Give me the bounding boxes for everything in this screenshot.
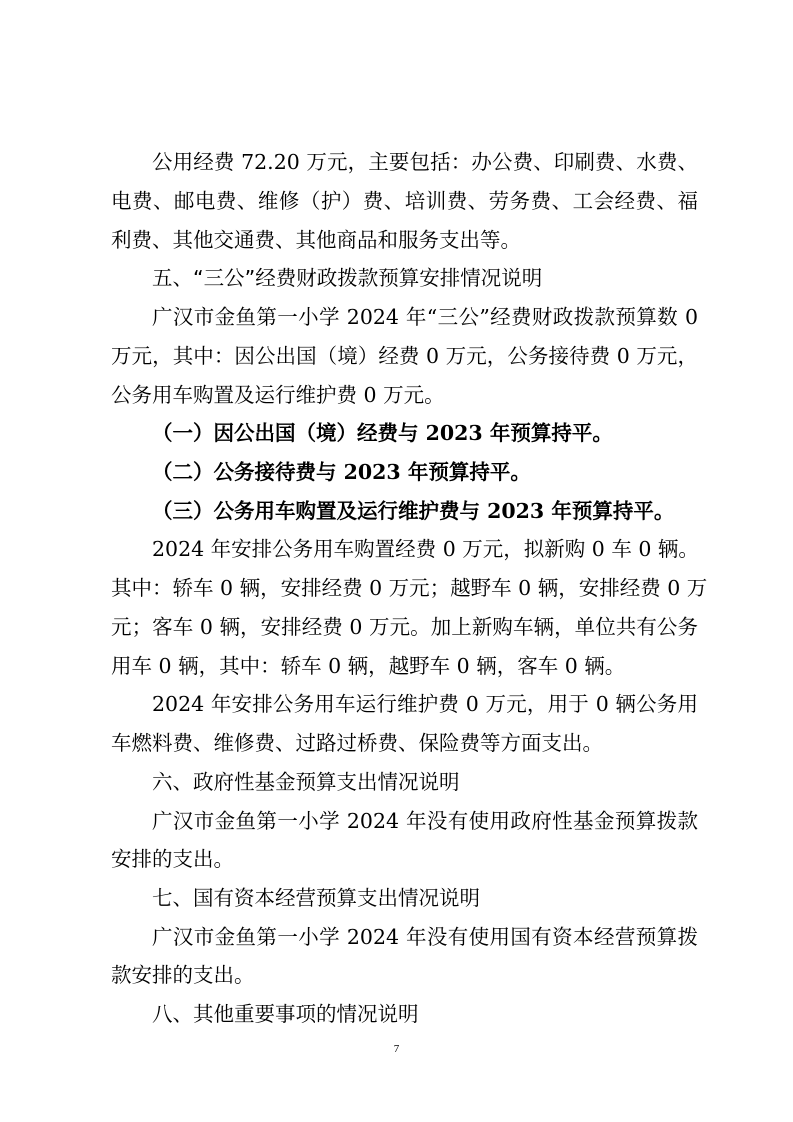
subsection-heading-2: （二）公务接待费与 2023 年预算持平。 bbox=[152, 460, 531, 484]
page-number: 7 bbox=[393, 1043, 400, 1055]
paragraph-line: 2024 年安排公务用车购置经费 0 万元，拟新购 0 车 0 辆。 bbox=[152, 537, 699, 561]
paragraph-line: 款安排的支出。 bbox=[111, 963, 255, 987]
paragraph-line: 2024 年安排公务用车运行维护费 0 万元，用于 0 辆公务用 bbox=[152, 692, 698, 716]
section-heading-7: 七、国有资本经营预算支出情况说明 bbox=[152, 886, 480, 910]
paragraph-line: 公务用车购置及运行维护费 0 万元。 bbox=[111, 383, 445, 407]
paragraph-line: 广汉市金鱼第一小学 2024 年没有使用国有资本经营预算拨 bbox=[152, 925, 698, 949]
paragraph-line: 广汉市金鱼第一小学 2024 年没有使用政府性基金预算拨款 bbox=[152, 809, 698, 833]
subsection-heading-1: （一）因公出国（境）经费与 2023 年预算持平。 bbox=[152, 421, 613, 445]
paragraph-line: 元；客车 0 辆，安排经费 0 万元。加上新购车辆，单位共有公务 bbox=[111, 615, 698, 639]
subsection-heading-3: （三）公务用车购置及运行维护费与 2023 年预算持平。 bbox=[152, 499, 675, 523]
paragraph-line: 利费、其他交通费、其他商品和服务支出等。 bbox=[111, 228, 521, 252]
paragraph-line: 安排的支出。 bbox=[111, 847, 234, 871]
paragraph-line: 用车 0 辆，其中：轿车 0 辆，越野车 0 辆，客车 0 辆。 bbox=[111, 654, 626, 678]
paragraph-line: 车燃料费、维修费、过路过桥费、保险费等方面支出。 bbox=[111, 731, 603, 755]
paragraph-line: 广汉市金鱼第一小学 2024 年“三公”经费财政拨款预算数 0 bbox=[152, 305, 698, 329]
section-heading-6: 六、政府性基金预算支出情况说明 bbox=[152, 770, 460, 794]
paragraph-line: 电费、邮电费、维修（护）费、培训费、劳务费、工会经费、福 bbox=[111, 189, 698, 213]
section-heading-8: 八、其他重要事项的情况说明 bbox=[152, 1002, 419, 1026]
paragraph-line: 公用经费 72.20 万元，主要包括：办公费、印刷费、水费、 bbox=[152, 150, 698, 174]
section-heading-5: 五、“三公”经费财政拨款预算安排情况说明 bbox=[152, 266, 543, 290]
paragraph-line: 其中：轿车 0 辆，安排经费 0 万元；越野车 0 辆，安排经费 0 万 bbox=[111, 576, 708, 600]
paragraph-line: 万元，其中：因公出国（境）经费 0 万元，公务接待费 0 万元， bbox=[111, 344, 698, 368]
